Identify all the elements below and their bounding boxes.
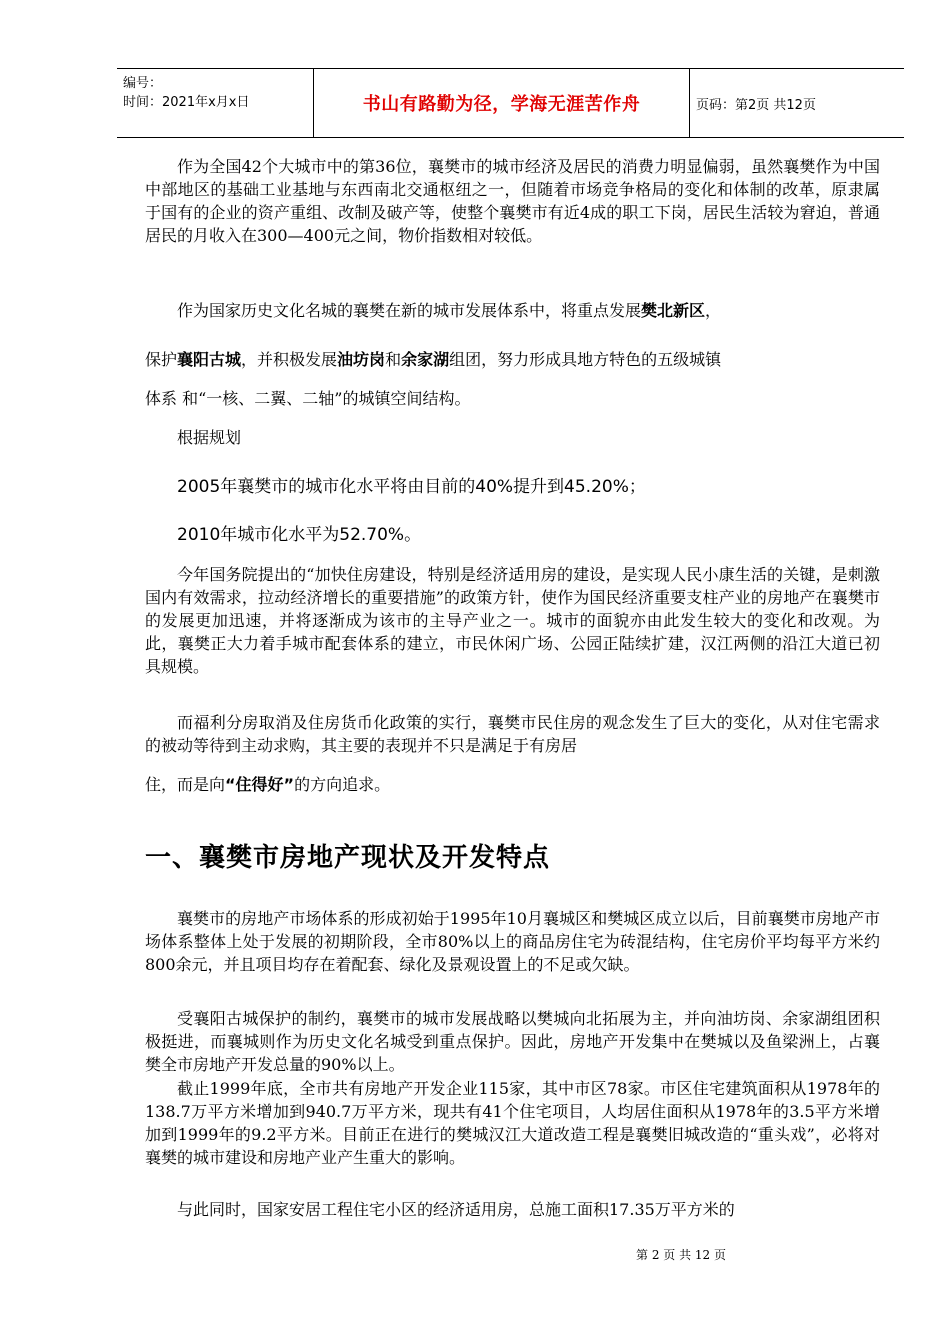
highlight-xiangyang-old-city: 襄阳古城 — [177, 350, 242, 369]
header-time-label: 时间：2021年x月x日 — [123, 95, 250, 110]
header-meta — [117, 69, 313, 137]
header-motto-cell — [313, 69, 690, 137]
page-header — [117, 68, 904, 138]
header-page-info: 页码：第2页 共12页 — [696, 97, 816, 113]
plan-2010: 2010年城市化水平为52.70%。 — [177, 525, 422, 545]
text-segment: ， — [705, 301, 722, 320]
paragraph-urban-strategy: 受襄阳古城保护的制约，襄樊市的城市发展战略以樊城向北拓展为主，并向油坊岗、余家湖组团积极挺进，而襄城则作为历史文化名城受到重点保护。因此，房地产开发集中在樊城以及鱼梁洲上，占襄樊全市房地产开发总量的90%以上。 — [145, 1009, 880, 1074]
header-number-label: 编号： — [123, 76, 163, 91]
paragraph-housing-reform: 而福利分房取消及住房货币化政策的实行，襄樊市民住房的观念发生了巨大的变化，从对住宅需求的被动等待到主动求购，其主要的表现并不只是满足于有房居 — [145, 713, 880, 755]
paragraph-city-economy: 作为全国42个大城市中的第36位，襄樊市的城市经济及居民的消费力明显偏弱，虽然襄樊作为中国中部地区的基础工业基地与东西南北交通枢纽之一，但随着市场竞争格局的变化和体制的改革，原隶属于国有的企业的资产重组、改制及破产等，使整个襄樊市有近4成的职工下岗，居民生活较为窘迫，普通居民的月收入在300—400元之间，物价指数相对较低。 — [145, 157, 880, 245]
paragraph-development-line2 — [145, 347, 880, 370]
paragraph-development-line3: 体系 和“一核、二翼、二轴”的城镇空间结构。 — [145, 389, 471, 408]
text-segment: ，并积极发展 — [241, 350, 338, 369]
plan-2005: 2005年襄樊市的城市化水平将由目前的40%提升到45.20%； — [177, 477, 646, 497]
paragraph-development-line1 — [177, 298, 912, 321]
plan-label: 根据规划 — [177, 428, 242, 447]
highlight-live-well: “住得好” — [225, 775, 295, 794]
text-segment: 作为国家历史文化名城的襄樊在新的城市发展体系中，将重点发展 — [177, 301, 642, 320]
paragraph-housing-policy: 今年国务院提出的“加快住房建设，特别是经济适用房的建设，是实现人民小康生活的关键，是刺激国内有效需求，拉动经济增长的重要措施”的政策方针，使作为国民经济重要支柱产业的房地产在襄樊市的发展更加迅速，并将逐渐成为该市的主导产业之一。城市的面貌亦由此发生较大的变化和改观。为此，襄樊正大力着手城市配套体系的建立，市民休闲广场、公园正陆续扩建，汉江两侧的沿江大道已初具规模。 — [145, 565, 880, 676]
paragraph-statistics: 截止1999年底，全市共有房地产开发企业115家，其中市区78家。市区住宅建筑面积从1978年的138.7万平方米增加到940.7万平方米，现共有41个住宅项目，人均居住面积从1978年的3.5平方米增加到1999年的9.2平方米。目前正在进行的樊城汉江大道改造工程是襄樊旧城改造的“重头戏”，必将对襄樊的城市建设和房地产业产生重大的影响。 — [145, 1079, 880, 1167]
header-motto: 书山有路勤为径，学海无涯苦作舟 — [362, 94, 641, 115]
highlight-youfanggang: 油坊岗 — [337, 350, 386, 369]
page-footer: 第 2 页 共 12 页 — [636, 1248, 726, 1262]
paragraph-market-overview: 襄樊市的房地产市场体系的形成初始于1995年10月襄城区和樊城区成立以后，目前襄樊市房地产市场体系整体上处于发展的初期阶段，全市80%以上的商品房住宅为砖混结构，住宅房价平均每平方米约800余元，并且项目均存在着配套、绿化及景观设置上的不足或欠缺。 — [145, 909, 880, 974]
highlight-fanbei-new-district: 樊北新区 — [641, 301, 706, 320]
header-page-cell — [689, 69, 904, 137]
text-segment: 的方向追求。 — [294, 775, 391, 794]
text-segment: 保护 — [145, 350, 178, 369]
section-heading: 一、襄樊市房地产现状及开发特点 — [145, 843, 551, 873]
paragraph-affordable-housing: 与此同时，国家安居工程住宅小区的经济适用房，总施工面积17.35万平方米的 — [177, 1200, 735, 1219]
text-segment: 组团，努力形成具地方特色的五级城镇 — [449, 350, 722, 369]
paragraph-housing-reform-line3 — [145, 772, 880, 795]
text-segment: 住，而是向 — [145, 775, 226, 794]
text-segment: 和 — [385, 350, 402, 369]
highlight-yujiahu: 余家湖 — [401, 350, 450, 369]
